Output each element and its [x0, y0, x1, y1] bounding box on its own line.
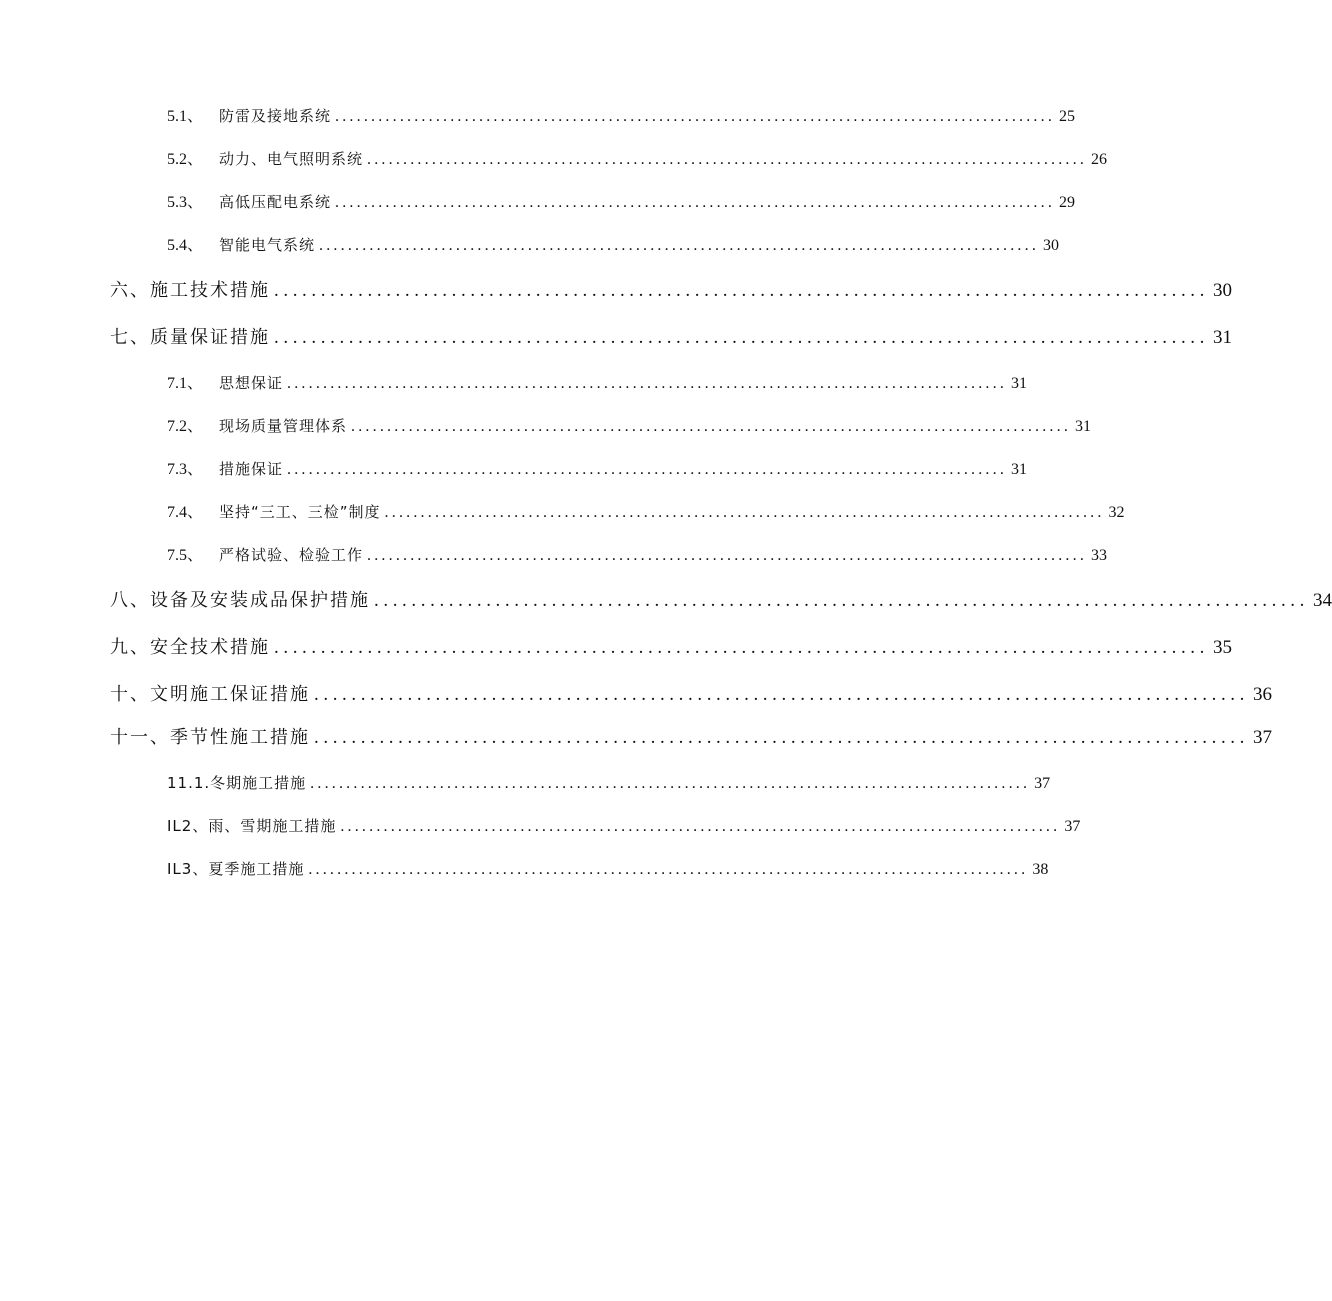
- toc-entry-title: 措施保证: [219, 460, 284, 478]
- toc-entry-title: 七、质量保证措施: [110, 327, 270, 348]
- toc-entry-page: 31: [1213, 327, 1232, 348]
- toc-entry[interactable]: [167, 372, 1028, 394]
- toc-entry[interactable]: [167, 191, 1076, 213]
- toc-entry[interactable]: [167, 234, 1060, 256]
- toc-entry[interactable]: [110, 725, 1272, 751]
- toc-entry[interactable]: [110, 325, 1232, 351]
- toc-leader-dots: ....................................................................................................: [287, 375, 1008, 392]
- toc-entry-page: 35: [1213, 637, 1232, 658]
- toc-entry-number: 7.3、: [167, 461, 204, 478]
- toc-entry[interactable]: [110, 278, 1232, 304]
- toc-entry[interactable]: [110, 635, 1232, 661]
- toc-entry-page: 32: [1108, 504, 1125, 521]
- toc-entry-title: IL2、雨、雪期施工措施: [167, 817, 337, 835]
- toc-entry[interactable]: [110, 682, 1272, 708]
- toc-leader-dots: ....................................................................................................: [384, 504, 1105, 521]
- toc-leader-dots: ....................................................................................................: [374, 590, 1309, 611]
- toc-entry-title: 严格试验、检验工作: [219, 546, 364, 564]
- toc-entry-title: 八、设备及安装成品保护措施: [110, 590, 370, 611]
- toc-leader-dots: ....................................................................................................: [274, 637, 1209, 658]
- toc-entry-title: 智能电气系统: [219, 236, 316, 254]
- toc-entry-page: 26: [1091, 151, 1108, 168]
- toc-entry[interactable]: [167, 148, 1108, 170]
- toc-entry-number: 7.5、: [167, 547, 204, 564]
- toc-leader-dots: ....................................................................................................: [367, 547, 1088, 564]
- toc-entry-number: 7.2、: [167, 418, 204, 435]
- toc-entry[interactable]: [167, 772, 1051, 794]
- toc-leader-dots: ....................................................................................................: [314, 727, 1249, 748]
- toc-entry-title: 防雷及接地系统: [219, 107, 332, 125]
- toc-leader-dots: ....................................................................................................: [287, 461, 1008, 478]
- toc-entry-title: 十、文明施工保证措施: [110, 684, 310, 705]
- toc-entry-page: 31: [1011, 461, 1028, 478]
- toc-entry-page: 37: [1064, 818, 1081, 835]
- toc-entry-page: 33: [1091, 547, 1108, 564]
- toc-leader-dots: ....................................................................................................: [274, 280, 1209, 301]
- toc-entry-number: 7.4、: [167, 504, 204, 521]
- toc-leader-dots: ....................................................................................................: [335, 194, 1056, 211]
- toc-entry-number: 5.3、: [167, 194, 204, 211]
- toc-entry-page: 34: [1313, 590, 1332, 611]
- toc-leader-dots: ....................................................................................................: [310, 775, 1031, 792]
- toc-entry-page: 38: [1032, 861, 1049, 878]
- toc-entry-title: 11.1.冬期施工措施: [167, 774, 307, 792]
- toc-leader-dots: ....................................................................................................: [367, 151, 1088, 168]
- toc-entry-title: 九、安全技术措施: [110, 637, 270, 658]
- toc-entry-page: 30: [1213, 280, 1232, 301]
- toc-leader-dots: ....................................................................................................: [335, 108, 1056, 125]
- toc-entry-number: 5.1、: [167, 108, 204, 125]
- toc-entry-title: 六、施工技术措施: [110, 280, 270, 301]
- toc-entry-title: 高低压配电系统: [219, 193, 332, 211]
- toc-entry-title: IL3、夏季施工措施: [167, 860, 305, 878]
- toc-entry[interactable]: [167, 415, 1092, 437]
- toc-entry[interactable]: [167, 501, 1125, 523]
- toc-entry-page: 25: [1059, 108, 1076, 125]
- toc-entry-page: 30: [1043, 237, 1060, 254]
- toc-entry-page: 31: [1075, 418, 1092, 435]
- toc-entry-page: 36: [1253, 684, 1272, 705]
- toc-entry-title: 思想保证: [219, 374, 284, 392]
- toc-entry[interactable]: [167, 105, 1076, 127]
- toc-entry-title: 十一、季节性施工措施: [110, 727, 310, 748]
- toc-entry[interactable]: [167, 544, 1108, 566]
- toc-leader-dots: ....................................................................................................: [319, 237, 1040, 254]
- toc-entry-page: 37: [1253, 727, 1272, 748]
- toc-entry-title: 动力、电气照明系统: [219, 150, 364, 168]
- toc-entry-page: 29: [1059, 194, 1076, 211]
- toc-leader-dots: ....................................................................................................: [314, 684, 1249, 705]
- toc-entry-number: 5.4、: [167, 237, 204, 254]
- toc-leader-dots: ....................................................................................................: [340, 818, 1061, 835]
- toc-leader-dots: ....................................................................................................: [274, 327, 1209, 348]
- toc-entry-title: 坚持“三工、三检”制度: [219, 503, 381, 521]
- toc-entry[interactable]: [167, 858, 1049, 880]
- toc-entry-page: 37: [1034, 775, 1051, 792]
- toc-leader-dots: ....................................................................................................: [308, 861, 1029, 878]
- toc-entry-number: 5.2、: [167, 151, 204, 168]
- toc-entry-title: 现场质量管理体系: [219, 417, 348, 435]
- toc-entry[interactable]: [167, 458, 1028, 480]
- toc-entry[interactable]: [110, 588, 1332, 614]
- toc-entry-number: 7.1、: [167, 375, 204, 392]
- toc-leader-dots: ....................................................................................................: [351, 418, 1072, 435]
- toc-entry[interactable]: [167, 815, 1081, 837]
- toc-entry-page: 31: [1011, 375, 1028, 392]
